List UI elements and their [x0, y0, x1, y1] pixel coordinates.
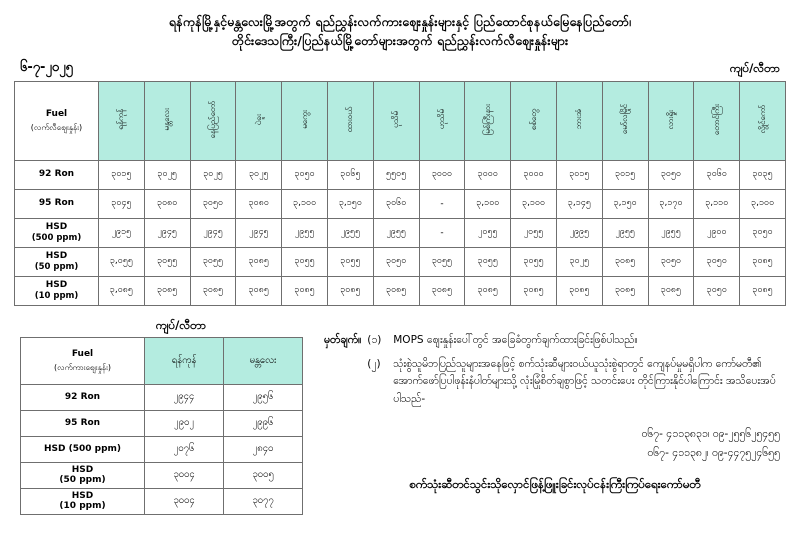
corner-label-unit: (လက်လီဈေးနှုန်း) — [30, 122, 83, 132]
table-cell: ၃၀၅၀ — [373, 247, 419, 276]
table-cell: ၃၀၈၅ — [556, 276, 602, 305]
corner-label-unit: (လက်ကားဈေးနှုန်း) — [53, 362, 112, 372]
column-header: ထားဝယ် — [327, 81, 373, 160]
column-header: မကွေး — [282, 81, 328, 160]
table-cell: ၅၅၀၅ — [373, 160, 419, 189]
table-row — [21, 462, 303, 488]
lower-section — [14, 318, 786, 515]
table-cell: ၃၀၅၅ — [419, 247, 465, 276]
table-header-row — [21, 337, 303, 384]
table-cell: ၃၀၀၄ — [145, 462, 224, 488]
table-cell: ၃၀၈၅ — [740, 247, 786, 276]
row-label: HSD (10 ppm) — [15, 276, 99, 305]
table-cell: ၃,၁၅၀ — [602, 189, 648, 218]
table-cell: ၂၉၁၅ — [99, 218, 145, 247]
table-cell: ၃၀၅၀ — [740, 218, 786, 247]
note-number: (၂) — [367, 357, 381, 370]
column-header: လားရှိုး — [648, 81, 694, 160]
column-header: နေပြည်တော် — [190, 81, 236, 160]
table-cell: ၃၀၈၅ — [236, 247, 282, 276]
table-cell: ၂၉၅၆ — [224, 384, 303, 410]
table-cell: ၂၉၅၅ — [373, 218, 419, 247]
table-cell: - — [419, 189, 465, 218]
table-cell: ၃၀၈၅ — [419, 276, 465, 305]
column-header: ဟုသိမ် — [419, 81, 465, 160]
table-cell: ၂၈၄၀ — [224, 436, 303, 462]
table-cell: ၃၀၅၅ — [465, 247, 511, 276]
table-cell: ၂၉၉၅ — [556, 218, 602, 247]
table-cell: ၃၀၈၀ — [236, 189, 282, 218]
table-cell: ၃၀၀၀ — [419, 160, 465, 189]
phone-line: ၀၆၇- ၄၁၁၃၈၂၊ ၀၉-၄၄၇၅၂၄၆၅၅ — [647, 447, 780, 460]
table-cell: ၂၀၇၆ — [145, 436, 224, 462]
table-cell: ၂၉၄၅ — [190, 218, 236, 247]
wholesale-block — [20, 318, 302, 515]
table-cell: ၃၀၈၅ — [511, 276, 557, 305]
table-cell: ၃၀၈၀ — [144, 189, 190, 218]
table-cell: ၂၀၅၅ — [511, 218, 557, 247]
retail-price-table — [14, 81, 786, 306]
table-cell: ၃၀၈၅ — [190, 276, 236, 305]
table-cell: ၂၉၄၅ — [144, 218, 190, 247]
column-header: မန္တလေး — [224, 337, 303, 384]
wholesale-price-table — [20, 337, 303, 515]
table-cell: ၃၀၅၀ — [694, 276, 740, 305]
table-cell: ၃၀၇၇ — [224, 488, 303, 514]
table-cell: ၃၀၆၀ — [694, 160, 740, 189]
page-title-line-2: တိုင်းဒေသကြီး/ပြည်နယ်မြို့တော်များအတွက် ရည်ညွှန်းလက်လီဈေးနှုန်းများ — [231, 33, 569, 49]
table-cell: ၃၀၆၀ — [373, 189, 419, 218]
column-header: စစ်တွေ — [511, 81, 557, 160]
table-cell: ၃၀၈၅ — [602, 247, 648, 276]
table-cell: ၂၉၅၅ — [648, 218, 694, 247]
table-row — [15, 247, 786, 276]
table-cell: ၃,၀၅၅ — [99, 247, 145, 276]
column-header: ရန်ကုန် — [99, 81, 145, 160]
row-label: HSD (50 ppm) — [15, 247, 99, 276]
table-cell: ၃၀၂၅ — [144, 160, 190, 189]
row-label: HSD (500 ppm) — [15, 218, 99, 247]
table-cell: ၃၀၅၀ — [282, 160, 328, 189]
table-cell: ၃၀၅၅ — [327, 247, 373, 276]
table-cell: ၃၀၅၀ — [648, 160, 694, 189]
phone-line: ၀၆၇- ၄၁၁၃၈၃၁၊ ၀၉-၂၅၅၆၂၅၄၅၅ — [641, 428, 780, 441]
table-corner-header — [21, 337, 145, 384]
table-row — [21, 488, 303, 514]
table-cell: ၃၀၂၅ — [556, 247, 602, 276]
table-cell: ၃၀၅၅ — [282, 247, 328, 276]
row-label: 92 Ron — [21, 384, 145, 410]
document-title-block — [14, 12, 786, 51]
table-cell: ၃၀၁၅ — [556, 160, 602, 189]
table-row — [15, 218, 786, 247]
table-row — [21, 384, 303, 410]
table-cell: - — [419, 218, 465, 247]
notes-block — [324, 318, 786, 494]
table-cell: ၃၀၃၅ — [740, 160, 786, 189]
table-cell: ၃၀၈၅ — [373, 276, 419, 305]
report-date: ၆-၇-၂၀၂၅ — [20, 59, 73, 75]
table-cell: ၃၀၅၀ — [694, 247, 740, 276]
table-cell: ၃၀၈၅ — [602, 276, 648, 305]
column-header: မန္တလေး — [144, 81, 190, 160]
table-cell: ၃,၁၀၀ — [740, 189, 786, 218]
meta-row — [14, 59, 786, 78]
column-header: မြစ်ကြီးနား — [465, 81, 511, 160]
table-row — [15, 189, 786, 218]
table-cell: ၃၀၅၅ — [144, 247, 190, 276]
page-title-line-1: ရန်ကုန်မြို့နှင့်မန္တလေးမြို့အတွက် ရည်ညွှန်းလက်ကားဈေးနှုန်းများနှင့် ပြည်ထောင်စုနယ်မြေနေပြည်တော်၊ — [168, 14, 632, 29]
table-cell: ၃၀၀၅ — [224, 462, 303, 488]
corner-label-fuel: Fuel — [71, 348, 94, 359]
table-cell: ၃၀၆၅ — [327, 160, 373, 189]
table-cell: ၂၉၄၅ — [236, 218, 282, 247]
table-cell: ၃,၁၇၀ — [648, 189, 694, 218]
note-text: MOPS ဈေးနှုန်းပေါ်တွင် အခြေခံတွက်ချက်ထားခြင်းဖြစ်ပါသည်။ — [393, 333, 638, 346]
table-header-row — [15, 81, 786, 160]
table-cell: ၂၀၅၅ — [465, 218, 511, 247]
table-cell: ၃၀၀၀ — [511, 160, 557, 189]
notes-heading: မှတ်ချက်။ — [324, 333, 362, 346]
table-cell: ၃၀၂၅ — [236, 160, 282, 189]
table-row — [15, 160, 786, 189]
row-label: 92 Ron — [15, 160, 99, 189]
table-cell: ၃၀၀၀ — [465, 160, 511, 189]
contact-phones — [324, 425, 786, 463]
corner-label-fuel: Fuel — [45, 109, 68, 119]
column-header: ပဲခူး — [236, 81, 282, 160]
table-cell: ၃၀၀၄ — [145, 488, 224, 514]
table-cell: ၃၀၅၀ — [648, 247, 694, 276]
table-cell: ၂၉၄၄ — [145, 384, 224, 410]
table-cell: ၃၀၅၅ — [511, 247, 557, 276]
column-header: မော်လမြိုင် — [602, 81, 648, 160]
table-cell: ၃,၁၅၀ — [327, 189, 373, 218]
table-cell: ၃,၁၀၀ — [282, 189, 328, 218]
table-cell: ၃၀၈၅ — [236, 276, 282, 305]
column-header: ပုသိမ် — [373, 81, 419, 160]
table-cell: ၃,၀၈၅ — [99, 276, 145, 305]
table-row — [21, 410, 303, 436]
table-cell: ၃၀၈၅ — [740, 276, 786, 305]
table-cell: ၃၀၁၅ — [99, 160, 145, 189]
table-cell: ၂၉၀၂ — [145, 410, 224, 436]
note-number: (၁) — [367, 333, 382, 346]
issuing-organization: စက်သုံးဆီတင်သွင်းသိုလှောင်ဖြန့်ဖြူးခြင်းလုပ်ငန်းကြီးကြပ်ရေးကော်မတီ — [409, 476, 701, 491]
table-cell: ၃,၁၁၀ — [694, 189, 740, 218]
table-cell: ၃၀၈၅ — [648, 276, 694, 305]
table-cell: ၃၀၅၅ — [190, 247, 236, 276]
note-row-1 — [324, 332, 786, 356]
table-cell: ၂၉၅၅ — [602, 218, 648, 247]
table-cell: ၃၀၈၅ — [465, 276, 511, 305]
note-text: သုံးစွဲသူမိဘပြည်သူများအနေဖြင့် စက်သုံးဆီများဝယ်ယူသုံးစွဲရာတွင် ကျေနပ်မှုမရှိပါက ကော်မတီ၏ အောက်ဖော်ပြပါဖုန်းနံပါတ်များသို့ လုံးမြုံစိတ်ချစွာဖြင့် သတင်းပေး တိုင်ကြားနိုင်ပါကြောင်း အသိပေးအပ်ပါသည်- — [393, 357, 776, 406]
row-label: 95 Ron — [21, 410, 145, 436]
table-cell: ၃၀၈၅ — [282, 276, 328, 305]
table-cell: ၂၉၀၀ — [694, 218, 740, 247]
table-cell: ၃,၁၄၅ — [556, 189, 602, 218]
unit-label-wholesale: ကျပ်/လီတာ — [155, 317, 207, 332]
column-header: ဘားအံ — [556, 81, 602, 160]
table-corner-header — [15, 81, 99, 160]
table-cell: ၃၀၅၀ — [190, 189, 236, 218]
table-row — [21, 436, 303, 462]
table-row — [15, 276, 786, 305]
row-label: HSD (50 ppm) — [21, 462, 145, 488]
unit-label-retail: ကျပ်/လီတာ — [729, 60, 780, 75]
table-cell: ၃၀၈၅ — [327, 276, 373, 305]
row-label: HSD (500 ppm) — [21, 436, 145, 462]
table-cell: ၃၀၈၅ — [144, 276, 190, 305]
row-label: 95 Ron — [15, 189, 99, 218]
row-label: HSD (10 ppm) — [21, 488, 145, 514]
column-header: ရန်ကုန် — [145, 337, 224, 384]
table-cell: ၃၀၁၅ — [602, 160, 648, 189]
note-row-2 — [324, 356, 786, 416]
table-cell: ၂၉၅၅ — [282, 218, 328, 247]
table-cell: ၃၀၂၅ — [190, 160, 236, 189]
table-cell: ၂၉၉၆ — [224, 410, 303, 436]
column-header: လွိုင်ကော် — [740, 81, 786, 160]
table-cell: ၃,၁၀၀ — [511, 189, 557, 218]
table-cell: ၃,၁၀၀ — [465, 189, 511, 218]
table-cell: ၃၀၄၅ — [99, 189, 145, 218]
column-header: တောင်ကြီး — [694, 81, 740, 160]
table-cell: ၂၉၅၅ — [327, 218, 373, 247]
